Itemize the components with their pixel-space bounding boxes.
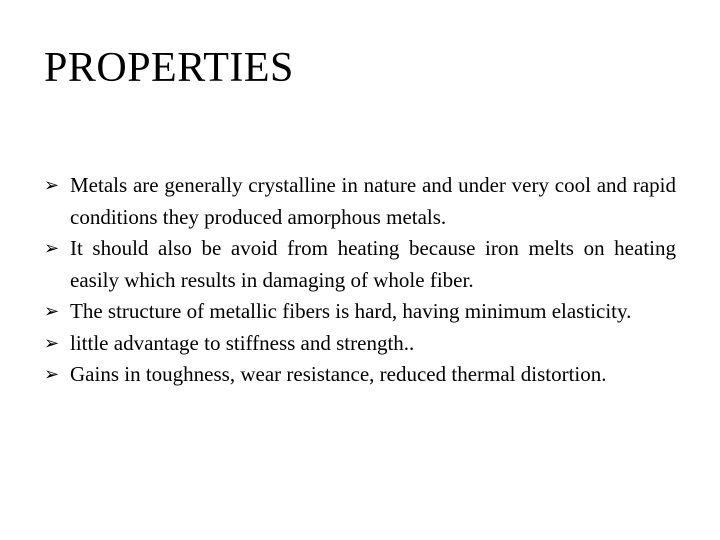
bullet-text: Gains in toughness, wear resistance, reduced thermal distortion. — [70, 362, 607, 386]
arrow-bullet-icon: ➢ — [44, 332, 60, 354]
bullet-item — [44, 328, 676, 360]
arrow-bullet-icon: ➢ — [44, 364, 60, 385]
bullet-text: little advantage to stiffness and strength.. — [70, 330, 415, 355]
arrow-bullet-icon: ➢ — [44, 238, 60, 259]
bullet-item — [44, 233, 676, 296]
bullet-text: Metals are generally crystalline in nature and under very cool and rapid conditions they produced amorphous metals. — [70, 173, 676, 229]
bullet-item — [44, 359, 676, 391]
slide-title: PROPERTIES — [44, 45, 294, 91]
bullet-item — [44, 170, 676, 233]
bullet-list — [44, 170, 676, 391]
arrow-bullet-icon: ➢ — [44, 175, 60, 196]
arrow-bullet-icon: ➢ — [44, 301, 60, 322]
bullet-text: It should also be avoid from heating because iron melts on heating easily which results in damaging of whole fiber. — [70, 236, 676, 292]
bullet-item — [44, 296, 676, 328]
bullet-text: The structure of metallic fibers is hard, having minimum elasticity. — [70, 299, 632, 323]
